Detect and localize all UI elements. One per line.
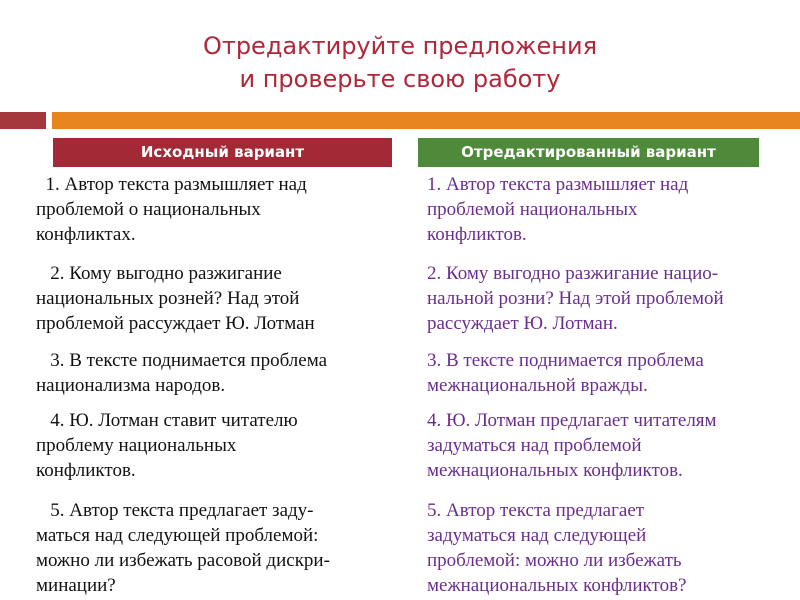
sentence-line: 5. Автор текста предлагает: [427, 500, 645, 521]
edited-sentence-5: [427, 498, 787, 598]
original-version-header: Исходный вариант: [53, 138, 392, 167]
sentence-line: минации?: [36, 575, 116, 596]
sentence-line: межнациональной вражды.: [427, 375, 648, 396]
sentence-line: национальных розней? Над этой: [36, 288, 300, 309]
sentence-line: можно ли избежать расовой дискри-: [36, 550, 330, 571]
sentence-line: проблемой о национальных: [36, 199, 261, 220]
sentence-line: 4. Ю. Лотман предлагает читателям: [427, 410, 717, 431]
original-sentence-3: [36, 348, 386, 398]
original-sentence-1: [36, 172, 386, 247]
edited-sentence-4: [427, 408, 787, 483]
sentence-line: проблемой рассуждает Ю. Лотман: [36, 313, 315, 334]
sentence-line: рассуждает Ю. Лотман.: [427, 313, 618, 334]
edited-sentence-1: [427, 172, 787, 247]
sentence-line: конфликтов.: [427, 224, 527, 245]
sentence-line: межнациональных конфликтов.: [427, 460, 683, 481]
accent-bar-left: [0, 112, 46, 129]
sentence-line: маться над следующей проблемой:: [36, 525, 319, 546]
slide-title: [0, 30, 800, 96]
title-line-2: и проверьте свою работу: [239, 65, 561, 93]
sentence-line: конфликтах.: [36, 224, 136, 245]
sentence-line: задуматься над следующей: [427, 525, 647, 546]
sentence-line: задуматься над проблемой: [427, 435, 642, 456]
sentence-line: 2. Кому выгодно разжигание нацио-: [427, 263, 719, 284]
original-sentence-2: [36, 261, 386, 336]
sentence-line: 1. Автор текста размышляет над: [36, 174, 307, 195]
sentence-line: 5. Автор текста предлагает заду-: [36, 500, 314, 521]
sentence-line: проблему национальных: [36, 435, 237, 456]
edited-version-header: Отредактированный вариант: [418, 138, 759, 167]
sentence-line: национализма народов.: [36, 375, 226, 396]
sentence-line: 2. Кому выгодно разжигание: [36, 263, 282, 284]
title-line-1: Отредактируйте предложения: [202, 32, 598, 60]
sentence-line: проблемой национальных: [427, 199, 638, 220]
edited-sentence-3: [427, 348, 787, 398]
edited-sentence-2: [427, 261, 787, 336]
sentence-line: проблемой: можно ли избежать: [427, 550, 682, 571]
sentence-line: 3. В тексте поднимается проблема: [427, 350, 704, 371]
original-sentence-4: [36, 408, 386, 483]
sentence-line: межнациональных конфликтов?: [427, 575, 687, 596]
sentence-line: 1. Автор текста размышляет над: [427, 174, 689, 195]
sentence-line: конфликтов.: [36, 460, 136, 481]
sentence-line: нальной розни? Над этой проблемой: [427, 288, 724, 309]
accent-bar-right: [52, 112, 800, 129]
original-sentence-5: [36, 498, 386, 598]
sentence-line: 3. В тексте поднимается проблема: [36, 350, 328, 371]
sentence-line: 4. Ю. Лотман ставит читателю: [36, 410, 298, 431]
